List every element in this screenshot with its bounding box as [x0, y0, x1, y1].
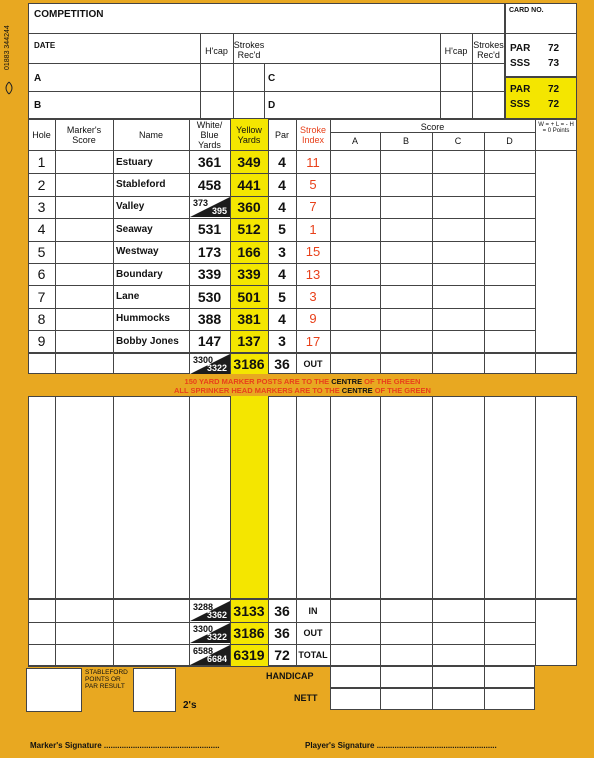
white-yards: 361: [197, 154, 222, 171]
white-yards: 173: [197, 243, 222, 260]
out-front-white-blue: 3300 3322: [190, 354, 230, 374]
col-white-blue: White/ Blue Yards: [196, 120, 223, 150]
yellow-yards: 339: [237, 266, 261, 283]
phone-number: 01883 344244: [4, 25, 11, 70]
yellow-yards: 360: [237, 198, 261, 215]
handicap-label: HANDICAP: [266, 671, 314, 681]
yellow-yards: 349: [237, 154, 261, 171]
total-label: OUT: [303, 628, 323, 638]
col-hole: Hole: [32, 130, 51, 140]
hole-number: 5: [37, 243, 46, 260]
stroke-index: 1: [309, 221, 317, 237]
player-c-label: C: [268, 73, 276, 84]
hole-name: Bobby Jones: [116, 335, 179, 347]
stroke-index: 9: [309, 311, 317, 327]
hole-number: 2: [37, 176, 46, 193]
marker-signature-line[interactable]: Marker's Signature ....................................................: [30, 741, 220, 750]
total-yellow: 3133: [233, 603, 265, 619]
col-yellow: Yellow Yards: [236, 125, 262, 145]
yellow-sss-value: 72: [548, 99, 560, 110]
white-par-value: 72: [548, 43, 560, 54]
total-yellow: 3186: [233, 625, 265, 641]
yellow-yards: 512: [237, 221, 261, 238]
stableford-label: STABLEFORD POINTS OR PAR RESULT: [85, 669, 128, 690]
stroke-index: 7: [309, 199, 317, 215]
stroke-index: 11: [306, 154, 320, 170]
hole-name: Boundary: [116, 268, 163, 280]
date-label: DATE: [34, 41, 56, 50]
col-name: Name: [138, 130, 163, 140]
yellow-yards: 501: [237, 288, 261, 305]
white-yards: 531: [197, 221, 222, 238]
hole-name: Stableford: [116, 179, 166, 191]
par-value: 4: [278, 310, 286, 327]
hole-name: Estuary: [116, 156, 153, 168]
yellow-sss-label: SSS: [510, 99, 531, 110]
col-marker-score: Marker's Score: [66, 125, 102, 145]
par-value: 5: [278, 221, 286, 238]
white-yards: 147: [197, 333, 222, 350]
col-stroke-index: Stroke Index: [299, 125, 326, 145]
hole-number: 7: [37, 288, 46, 305]
par-value: 3: [278, 243, 286, 260]
total-yellow: 6319: [233, 647, 265, 663]
hole-number: 8: [37, 310, 46, 327]
hole-number: 3: [37, 198, 46, 215]
total-white-blue: 6588 6684: [190, 645, 230, 665]
col-score-d: D: [506, 136, 513, 146]
notice-line-2: ALL SPRINKER HEAD MARKERS ARE TO THE CENTRE OF THE GREEN: [174, 386, 431, 395]
hole-name: Westway: [116, 246, 159, 258]
yellow-yards: 441: [237, 176, 261, 193]
competition-label: COMPETITION: [34, 9, 104, 20]
par-value: 4: [278, 198, 286, 215]
total-label: TOTAL: [298, 650, 328, 660]
points-box-front: [535, 119, 577, 374]
col-score-b: B: [402, 136, 409, 146]
white-blue-yards: 373 395: [190, 197, 230, 217]
nett-label: NETT: [294, 693, 318, 703]
hcap-label-right: H'cap: [444, 46, 468, 56]
out-front-yellow: 3186: [233, 356, 265, 372]
par-value: 4: [278, 266, 286, 283]
white-sss-value: 73: [548, 58, 560, 69]
col-par: Par: [274, 130, 289, 140]
white-par-label: PAR: [510, 43, 531, 54]
hole-name: Lane: [116, 291, 140, 303]
yellow-par-value: 72: [548, 84, 560, 95]
total-label: IN: [308, 606, 318, 616]
yellow-par-label: PAR: [510, 84, 531, 95]
par-value: 5: [278, 288, 286, 305]
header-box: [28, 3, 505, 119]
out-front-par: 36: [274, 356, 290, 372]
notice-line-1: 150 YARD MARKER POSTS ARE TO THE CENTRE OF THE GREEN: [184, 377, 421, 386]
white-yards: 388: [197, 310, 222, 327]
stroke-index: 3: [309, 289, 317, 305]
player-a-label: A: [34, 73, 42, 84]
twos-label: 2's: [183, 700, 197, 711]
total-par: 72: [274, 647, 290, 663]
hole-number: 9: [37, 333, 46, 350]
par-value: 3: [278, 333, 286, 350]
yellow-yards: 137: [237, 333, 261, 350]
col-score-a: A: [351, 136, 358, 146]
white-yards: 458: [197, 176, 222, 193]
hole-name: Seaway: [116, 223, 153, 235]
strokes-recd-right: Strokes Rec'd: [473, 40, 504, 60]
points-box-back: [535, 396, 577, 666]
card-no-label: CARD NO.: [509, 7, 544, 14]
player-b-label: B: [34, 100, 42, 111]
hole-name: Valley: [116, 201, 145, 213]
total-white-blue: 3288 3362: [190, 601, 230, 621]
yellow-yards: 166: [237, 243, 261, 260]
total-white-blue: 3300 3322: [190, 623, 230, 643]
out-front-label: OUT: [303, 359, 323, 369]
stroke-index: 15: [305, 244, 321, 260]
logo-icon: [3, 80, 15, 96]
hole-number: 1: [37, 154, 46, 171]
hole-name: Hummocks: [116, 313, 170, 325]
hole-number: 4: [37, 221, 46, 238]
col-score: Score: [420, 122, 445, 132]
white-yards: 339: [197, 266, 222, 283]
player-d-label: D: [268, 100, 276, 111]
stroke-index: 5: [309, 177, 317, 193]
yellow-yards: 381: [237, 310, 261, 327]
col-points: W = + L = - H = 0 Points: [538, 122, 574, 134]
strokes-recd-left: Strokes Rec'd: [233, 40, 265, 60]
hole-number: 6: [37, 266, 46, 283]
stroke-index: 13: [305, 266, 321, 282]
stableford-box[interactable]: [26, 668, 82, 712]
twos-box[interactable]: [133, 668, 176, 712]
player-signature-line[interactable]: Player's Signature ......................................................: [305, 741, 497, 750]
stroke-index: 17: [305, 333, 321, 349]
white-yards: 530: [197, 288, 222, 305]
par-value: 4: [278, 176, 286, 193]
total-par: 36: [274, 603, 290, 619]
par-value: 4: [278, 154, 286, 171]
total-par: 36: [274, 625, 290, 641]
white-sss-label: SSS: [510, 58, 531, 69]
hcap-label-left: H'cap: [205, 46, 228, 56]
col-score-c: C: [454, 136, 462, 146]
